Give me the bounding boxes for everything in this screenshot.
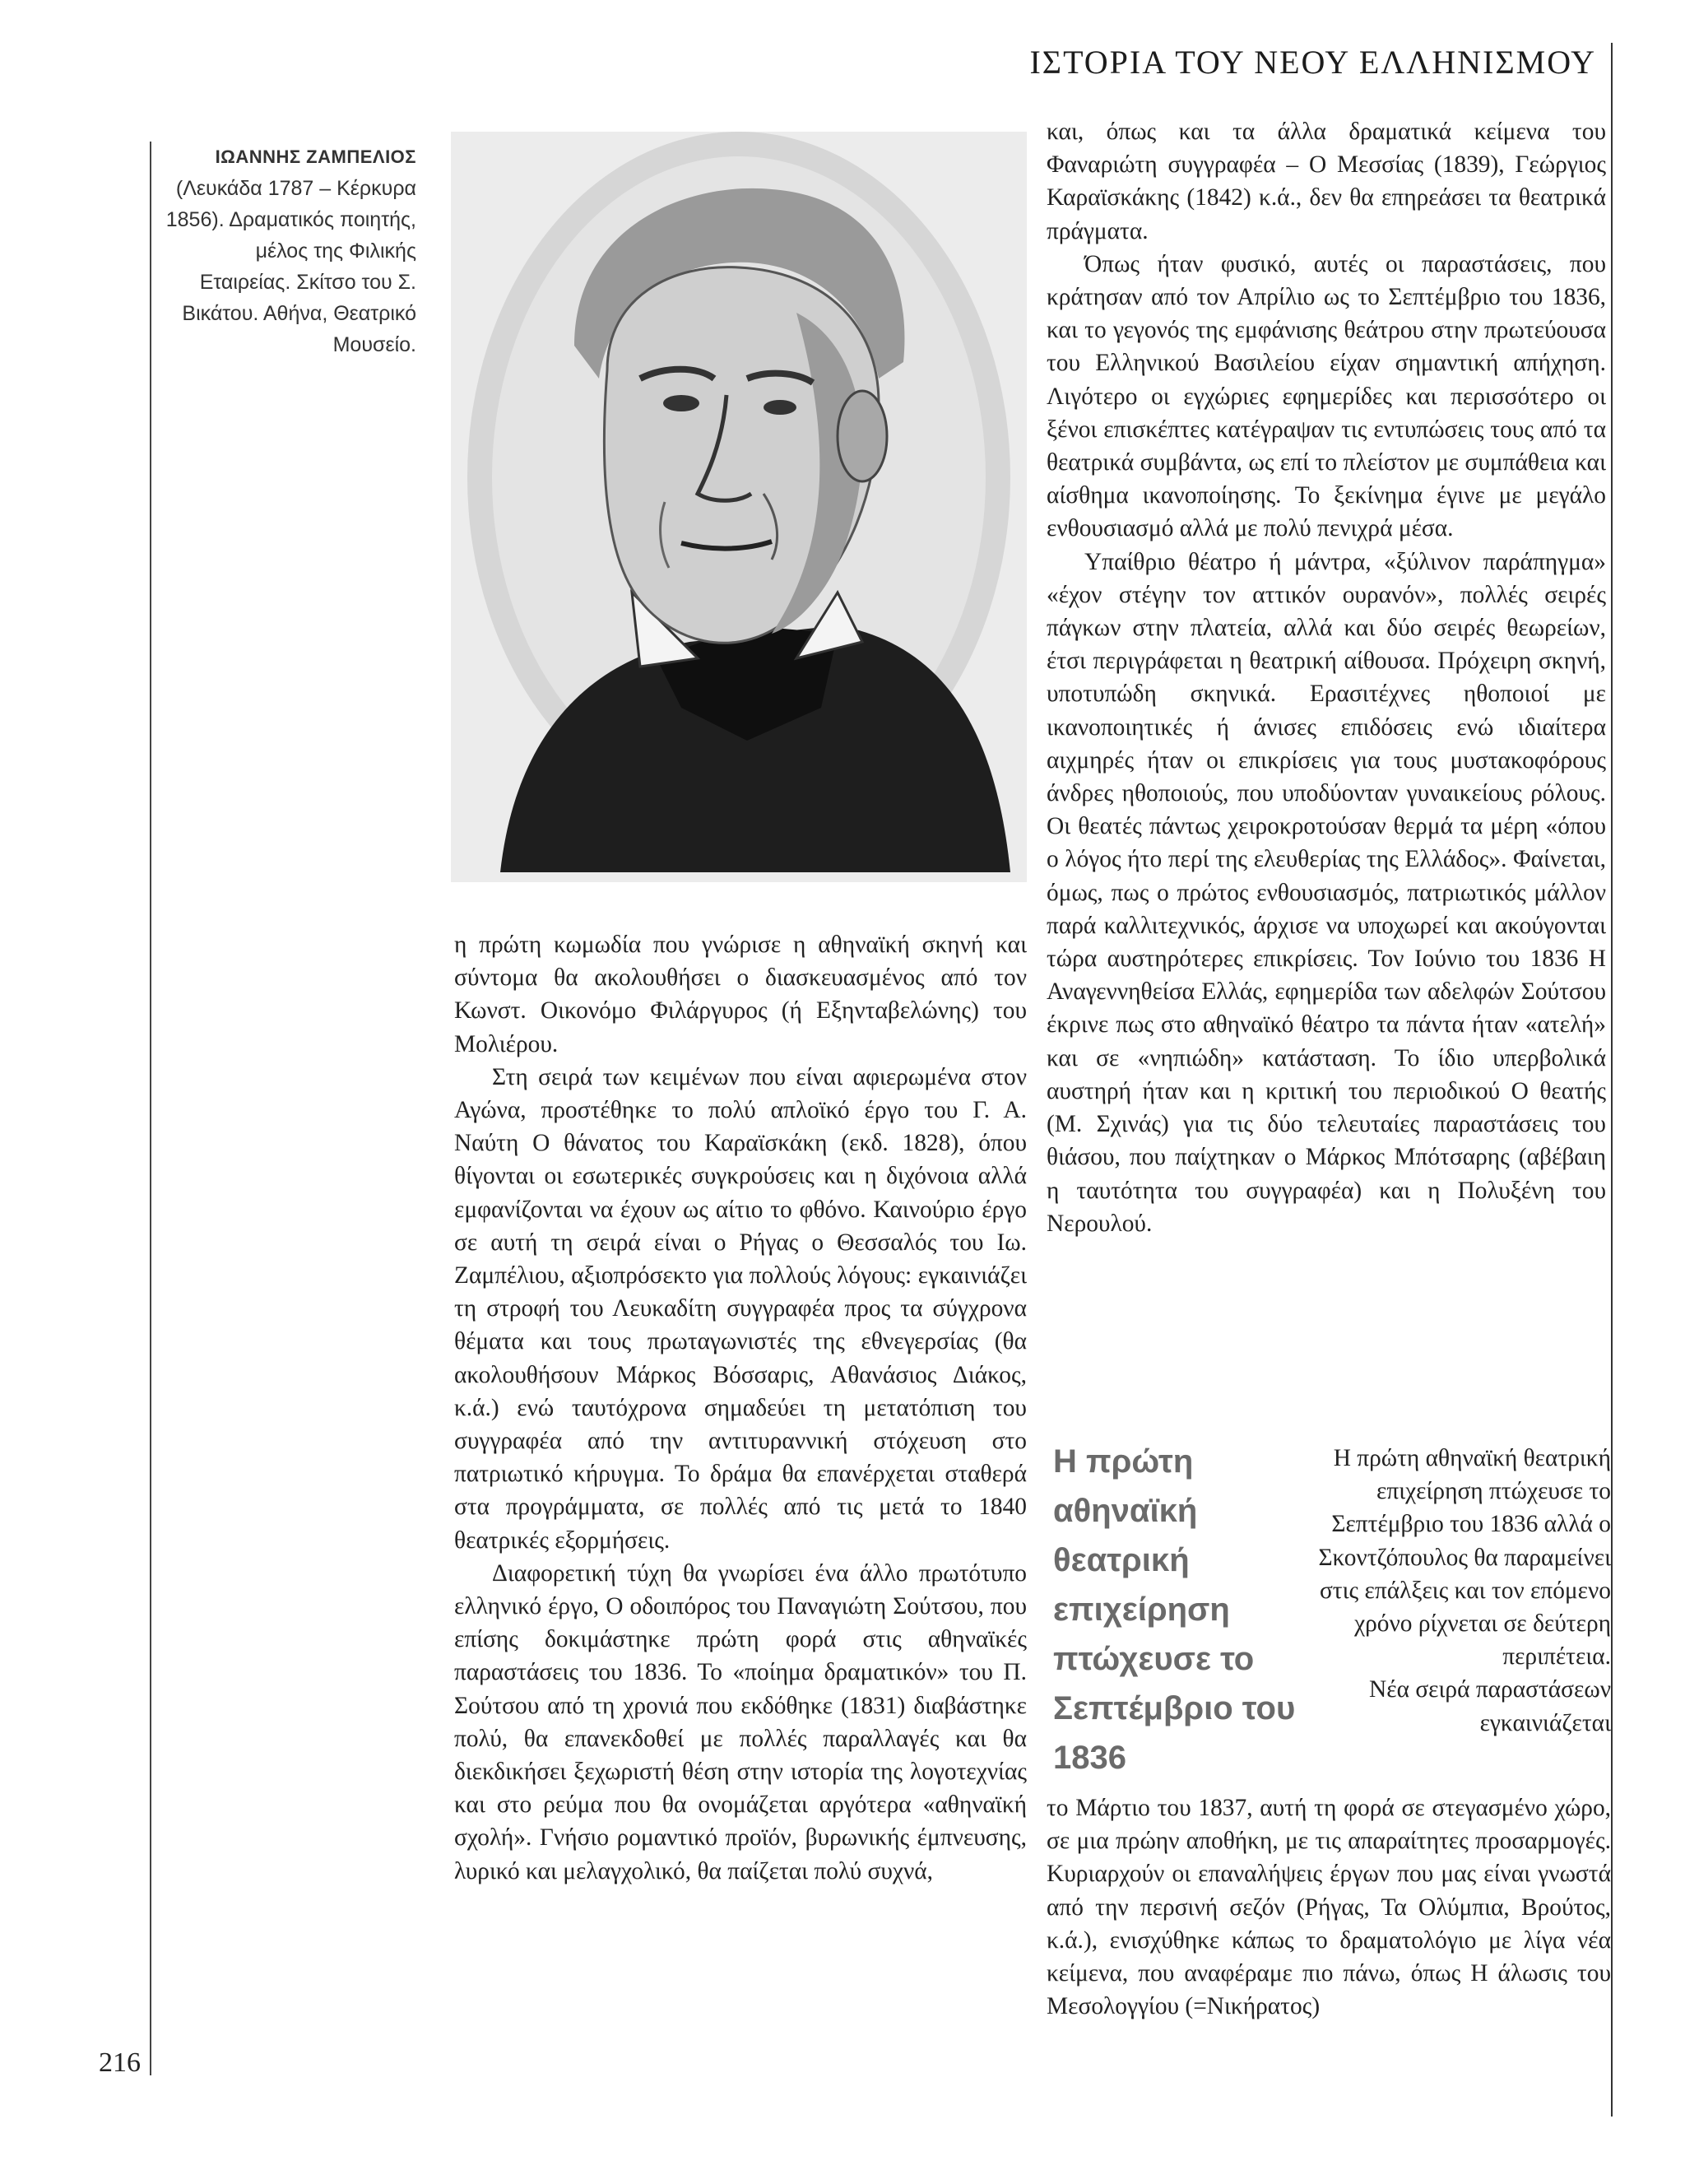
paragraph: Στη σειρά των κειμένων που είναι αφιερωμένα στον Αγώνα, προστέθηκε το πολύ απλοϊκό έργο του Γ. Α. Ναύτη Ο θάνατος του Καραϊσκάκη (εκδ. 1828), όπου θίγονται οι εσωτερικές συγκρούσεις και η διχόνοια αλλά εμφανίζονται να έχουν ως αίτιο το φθόνο. Καινούριο έργο σε αυτή τη σειρά είναι ο Ρήγας ο Θεσσαλός του Ιω. Ζαμπέλιου, αξιοπρόσεκτο για πολλούς λόγους: εγκαινιάζει τη στροφή του Λευκαδίτη συγγραφέα προς τα σύγχρονα θέματα και τους πρωταγωνιστές της εθνεγερσίας (θα ακολουθήσουν Μάρκος Βόσσαρις, Αθανάσιος Διάκος, κ.ά.) ενώ ταυτόχρονα σημαδεύει τη μετατόπιση του συγγραφέα από την αντιτυραννική στόχευση στο πατριωτικό κήρυγμα. Το δράμα θα επανέρχεται σταθερά στα προγράμματα, σε πολλές από τις μετά το 1840 θεατρικές εξορμήσεις. [454,1063,1027,1554]
portrait-illustration [451,132,1027,882]
paragraph: το Μάρτιο του 1837, αυτή τη φορά σε στεγασμένο χώρο, σε μια πρώην αποθήκη, με τις απαραίτητες προσαρμογές. Κυριαρχούν οι επαναλήψεις έργων που μας είναι γνωστά από την περσινή σεζόν (Ρήγας, Τα Ολύμπια, Βρούτος, κ.ά.), ενισχύθηκε κάπως το δραματολόγιο με λίγα νέα κείμενα, που αναφέραμε πιο πάνω, όπως Η άλωσις του Μεσολογγίου (=Νικήρατος) [1047,1795,1611,2020]
paragraph-start: Νέα σειρά παραστάσεων εγκαινιάζεται [1369,1676,1611,1736]
paragraph: Διαφορετική τύχη θα γνωρίσει ένα άλλο πρωτότυπο ελληνικό έργο, Ο οδοιπόρος του Παναγιώτη Σούτσου, που επίσης δοκιμάστηκε πρώτη φορά στις αθηναϊκές παραστάσεις του 1836. Το «ποίημα δραματικόν» του Π. Σούτσου από τη χρονιά που εκδόθηκε (1831) διαβάστηκε πολύ, θα επανεκδοθεί με πολλές παραλλαγές και θα διεκδικήσει ξεχωριστή θέση στην ιστορία της λογοτεχνίας και στο ρεύμα που θα ονομάζεται αργότερα «αθηναϊκή σχολή». Γνήσιο ρομαντικό προϊόν, βυρωνικής έμπνευσης, λυρικό και μελαγχολικό, θα παίζεται πολύ συχνά, [454,1559,1027,1884]
right-text-column [1047,115,1606,1240]
pull-quote: Η πρώτη αθηναϊκή θεατρική επιχείρηση πτώχευσε το Σεπτέμβριο του 1836 [1053,1443,1296,1776]
page-number: 216 [99,2047,141,2078]
paragraph: και, όπως και τα άλλα δραματικά κείμενα του Φαναριώτη συγγραφέα – Ο Μεσσίας (1839), Γεώργιος Καραϊσκάκης (1842) κ.ά., δεν θα επηρεάσει τα θεατρικά πράγματα. [1047,118,1606,244]
running-title: ΙΣΤΟΡΙΑ ΤΟΥ ΝΕΟΥ ΕΛΛΗΝΙΣΜΟΥ [1029,44,1596,81]
paragraph: Η πρώτη αθηναϊκή θεατρική επιχείρηση πτώχευσε το Σεπτέμβριο του 1836 αλλά ο Σκοντζόπουλος θα παραμείνει στις επάλξεις και τον επόμενο χρόνο ρίχνεται σε δεύτερη περιπέτεια. [1318,1445,1611,1671]
paragraph: η πρώτη κωμωδία που γνώρισε η αθηναϊκή σκηνή και σύντομα θα ακολουθήσει ο διασκευασμένος από τον Κωνστ. Οικονόμο Φιλάργυρος (ή Εξηνταβελώνης) του Μολιέρου. [454,932,1027,1057]
portrait-icon [451,132,1027,882]
right-text-column-bottom [1047,1791,1611,2023]
paragraph: Όπως ήταν φυσικό, αυτές οι παραστάσεις, που κράτησαν από τον Απρίλιο ως το Σεπτέμβριο του 1836, και το γεγονός της εμφάνισης θεάτρου στην πρωτεύουσα του Ελληνικού Βασιλείου είχαν σημαντική απήχηση. Λιγότερο οι εγχώριες εφημερίδες και περισσότερο οι ξένοι επισκέπτες κατέγραψαν τις εντυπώσεις τους από τα θεατρικά συμβάντα, ως επί το πλείστον με συμπάθεια και αίσθημα ικανοποίησης. Το ξεκίνημα έγινε με μεγάλο ενθουσιασμό αλλά με πολύ πενιχρά μέσα. [1047,250,1606,542]
left-text-column [454,928,1027,1888]
left-margin-rule [150,142,151,2075]
right-margin-rule [1611,43,1613,2117]
caption-body: (Λευκάδα 1787 – Κέρκυρα 1856). Δραματικός ποιητής, μέλος της Φιλικής Εταιρείας. Σκίτσο του Σ. Βικάτου. Αθήνα, Θεατρικό Μουσείο. [165,177,416,356]
caption-title: ΙΩΑΝΝΗΣ ΖΑΜΠΕΛΙΟΣ [215,146,416,167]
right-text-column-narrow [1315,1442,1611,1740]
paragraph: Υπαίθριο θέατρο ή μάντρα, «ξύλινον παράπηγμα» «έχον στέγην τον αττικόν ουρανόν», πολλές σειρές πάγκων στην πλατεία, αλλά και δύο σειρές θεωρείων, έτσι περιγράφεται η θεατρική αίθουσα. Πρόχειρη σκηνή, υποτυπώδη σκηνικά. Ερασιτέχνες ηθοποιοί με ικανοποιητικές ή άνισες επιδόσεις ενώ ιδιαίτερα αιχμηρές ήταν οι επικρίσεις για τους μυστακοφόρους άνδρες ηθοποιούς, που υποδύονταν γυναικείους ρόλους. Οι θεατές πάντως χειροκροτούσαν θερμά τα μέρη «όπου ο λόγος ήτο περί της ελευθερίας της Ελλάδος». Φαίνεται, όμως, πως ο πρώτος ενθουσιασμός, πατριωτικός μάλλον παρά καλλιτεχνικός, άρχισε να υποχωρεί και ακούγονται τώρα αυστηρότερες επικρίσεις. Τον Ιούνιο του 1836 Η Αναγεννηθείσα Ελλάς, εφημερίδα των αδελφών Σούτσου έκρινε πως στο αθηναϊκό θέατρο τα πάντα ήταν «ατελή» και σε «νηπιώδη» κατάσταση. Το ίδιο υπερβολικά αυστηρή ήταν και η κριτική του περιοδικού Ο θεατής (Μ. Σχινάς) για τις δύο τελευταίες παραστάσεις του θιάσου, που παίχτηκαν ο Μάρκος Μπότσαρης (αβέβαιη η ταυτότητα του συγγραφέα) και η Πολυξένη του Νερουλού. [1047,548,1606,1237]
figure-caption [165,142,416,360]
